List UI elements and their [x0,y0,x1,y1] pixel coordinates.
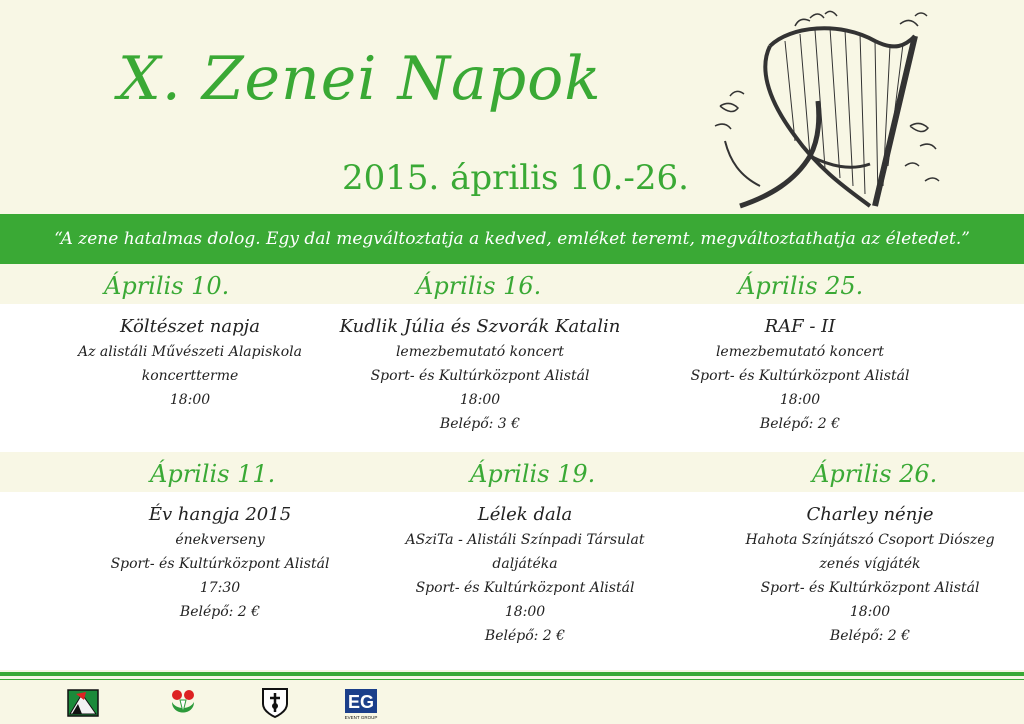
event-title: Év hangja 2015 [148,504,292,525]
event-line: 18:00 [779,392,821,408]
event-line: Sport- és Kultúrközpont Alistál [110,556,330,572]
event-title: Kudlik Júlia és Szvorák Katalin [339,316,621,337]
sponsor-logo-2-icon [166,686,200,720]
event-title: Charley nénje [806,504,934,525]
event-line: Belépő: 2 € [179,604,261,620]
quote-banner [0,214,1024,264]
event-line: Sport- és Kultúrközpont Alistál [370,368,590,384]
event-card [630,314,970,436]
event-title: RAF - II [764,316,836,337]
event-line: 18:00 [849,604,891,620]
event-card [310,314,650,436]
event-line: 18:00 [459,392,501,408]
event-line: 18:00 [504,604,546,620]
poster-title: X. Zenei Napok [118,44,602,114]
event-line: 17:30 [199,580,241,596]
day-label: Április 26. [812,460,938,488]
event-line: Az alistáli Művészeti Alapiskola [77,344,303,360]
event-title: Lélek dala [477,504,573,525]
event-line: Belépő: 3 € [439,416,521,432]
event-line: énekverseny [175,532,265,548]
event-title: Költészet napja [120,316,260,337]
event-card [20,314,360,412]
event-line: Sport- és Kultúrközpont Alistál [760,580,980,596]
day-label: Április 10. [104,272,230,300]
event-line: daljátéka [492,556,558,572]
day-label: Április 19. [470,460,596,488]
harp-tree-illustration [700,6,950,216]
event-line: Belépő: 2 € [484,628,566,644]
bottom-divider-thin [0,679,1024,680]
event-line: Hahota Színjátszó Csoport Diószeg [745,532,995,548]
event-line: koncertterme [141,368,239,384]
event-line: Sport- és Kultúrközpont Alistál [415,580,635,596]
event-line: Sport- és Kultúrközpont Alistál [690,368,910,384]
day-label: Április 16. [416,272,542,300]
event-line: 18:00 [169,392,211,408]
day-label: Április 11. [150,460,276,488]
event-line: lemezbemutató koncert [395,344,565,360]
event-line: lemezbemutató koncert [715,344,885,360]
quote-text: “A zene hatalmas dolog. Egy dal megváltoztatja a kedved, emléket teremt, megváltoztathatja az életedet.” [54,229,970,249]
event-line: Belépő: 2 € [829,628,911,644]
event-line: ASziTa - Alistáli Színpadi Társulat [405,532,645,548]
sponsor-logo-3-icon [258,686,292,720]
festival-dates: 2015. április 10.-26. [342,158,689,198]
event-line: zenés vígjáték [819,556,921,572]
sponsor-logo-4-text: EVENT GROUP [344,715,378,720]
day-label: Április 25. [738,272,864,300]
sponsor-logo-4-icon [344,686,378,720]
svg-text:EG: EG [347,692,375,712]
event-card [700,502,1024,648]
sponsor-logo-1-icon [66,686,100,720]
event-card [340,502,710,648]
bottom-divider [0,672,1024,676]
event-line: Belépő: 2 € [759,416,841,432]
